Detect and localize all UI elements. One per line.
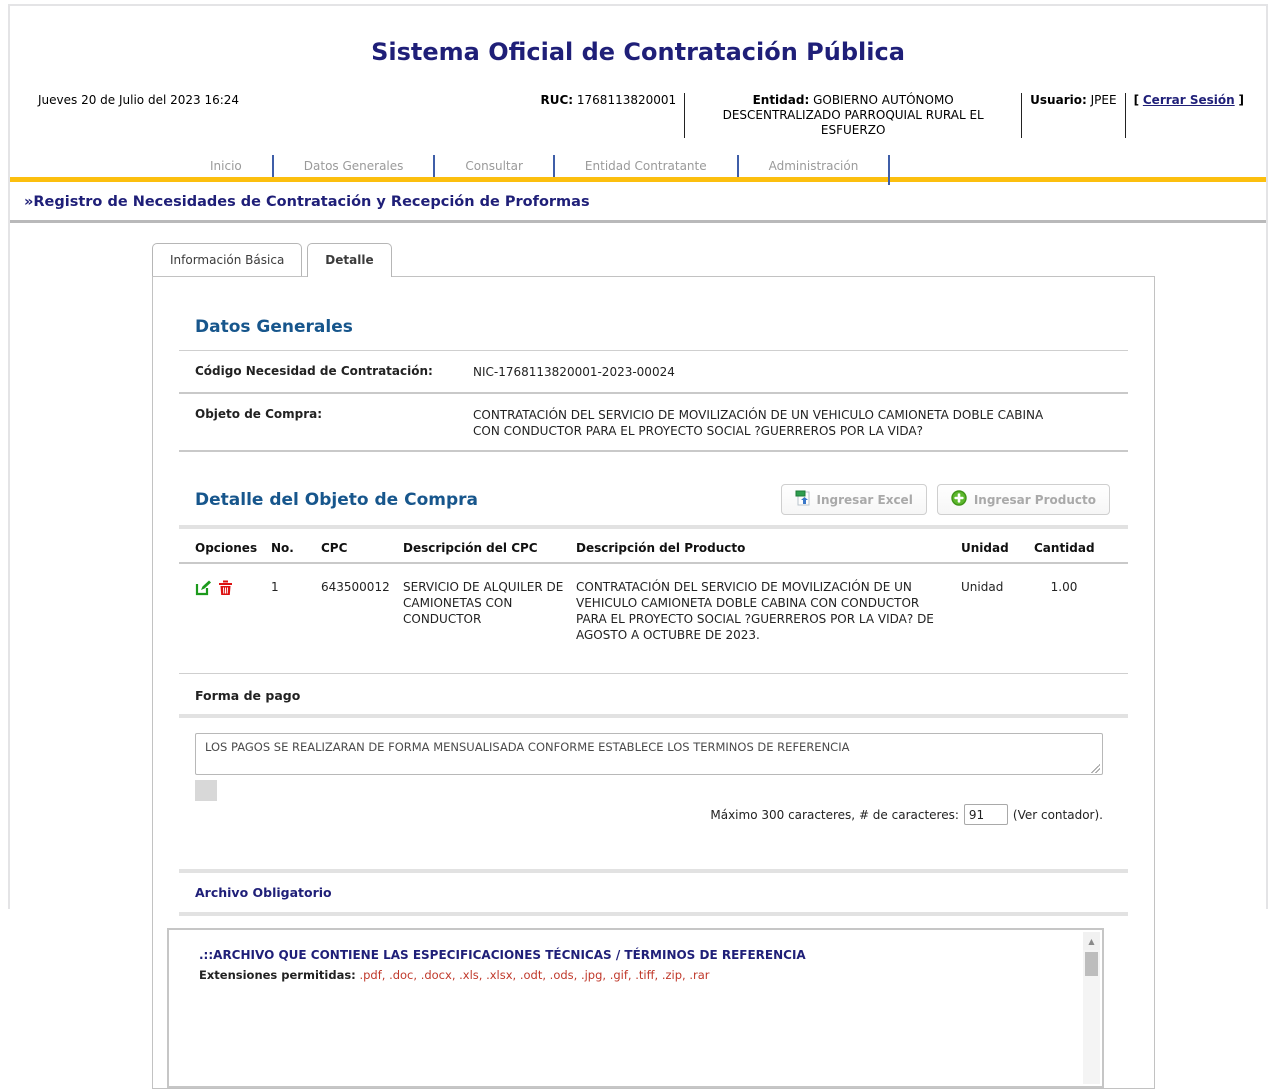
archivo-file-header: .::ARCHIVO QUE CONTIENE LAS ESPECIFICACIONES TÉCNICAS / TÉRMINOS DE REFERENCIA	[199, 948, 1062, 962]
edit-row-icon[interactable]	[195, 579, 212, 600]
page-frame	[8, 4, 1268, 909]
char-counter-row	[195, 804, 1103, 825]
scroll-up-icon[interactable]: ▲	[1083, 932, 1100, 950]
logout-link[interactable]: Cerrar Sesión	[1143, 93, 1235, 107]
objeto-label: Objeto de Compra:	[195, 407, 473, 439]
divider	[684, 93, 685, 138]
ingresar-producto-label: Ingresar Producto	[974, 493, 1096, 507]
col-header-opciones: Opciones	[195, 529, 271, 562]
extensions-label: Extensiones permitidas:	[199, 968, 356, 982]
extensions-line	[199, 968, 1062, 982]
table-row	[195, 564, 1112, 673]
session-details	[540, 92, 1244, 138]
user-label: Usuario:	[1030, 93, 1087, 107]
section-title-detalle-objeto: Detalle del Objeto de Compra	[195, 490, 478, 510]
ruc-label: RUC:	[540, 93, 573, 107]
user-info	[1030, 92, 1116, 108]
col-header-desc-cpc: Descripción del CPC	[403, 529, 576, 562]
row-cpc-desc: SERVICIO DE ALQUILER DE CAMIONETAS CON CONDUCTOR	[403, 564, 576, 673]
divider	[179, 714, 1128, 718]
green-plus-icon	[951, 490, 967, 509]
detalle-objeto-header	[195, 484, 1112, 515]
archivo-scrollbar[interactable]	[1083, 932, 1100, 1084]
codigo-label: Código Necesidad de Contratación:	[195, 364, 473, 380]
excel-import-icon	[795, 490, 810, 509]
char-counter-suffix: (Ver contador).	[1013, 808, 1103, 822]
entity-label: Entidad:	[753, 93, 810, 107]
ingresar-excel-label: Ingresar Excel	[817, 493, 913, 507]
resize-handle-icon[interactable]	[1091, 764, 1100, 773]
col-header-cpc: CPC	[321, 529, 403, 562]
col-header-cantidad: Cantidad	[1034, 529, 1124, 562]
col-header-no: No.	[271, 529, 321, 562]
section-title-datos-generales: Datos Generales	[195, 317, 1112, 337]
divider	[179, 912, 1128, 916]
row-unidad: Unidad	[961, 564, 1034, 673]
delete-row-icon[interactable]	[218, 579, 233, 600]
forma-pago-field-wrap	[195, 733, 1103, 779]
nav-item-administracion[interactable]: Administración	[739, 159, 889, 173]
archivo-obligatorio-title: Archivo Obligatorio	[195, 873, 1112, 912]
app-title: Sistema Oficial de Contratación Pública	[10, 38, 1266, 66]
ruc-value: 1768113820001	[577, 93, 676, 107]
codigo-row	[195, 351, 1112, 392]
char-counter-input[interactable]	[964, 804, 1008, 825]
tab-strip	[152, 243, 1266, 276]
current-datetime: Jueves 20 de Julio del 2023 16:24	[38, 92, 239, 108]
row-cpc: 643500012	[321, 564, 403, 673]
objeto-row	[195, 394, 1112, 450]
char-counter-label: Máximo 300 caracteres, # de caracteres:	[710, 808, 959, 822]
nav-item-entidad-contratante[interactable]: Entidad Contratante	[555, 159, 737, 173]
forma-pago-textarea[interactable]	[195, 733, 1103, 775]
nav-item-datos-generales[interactable]: Datos Generales	[274, 159, 434, 173]
objeto-value: CONTRATACIÓN DEL SERVICIO DE MOVILIZACIÓN DE UN VEHICULO CAMIONETA DOBLE CABINA CON CONDUCTOR PARA EL PROYECTO SOCIAL ?GUERREROS POR LA VIDA?	[473, 407, 1058, 439]
tab-informacion-basica[interactable]: Información Básica	[152, 243, 302, 276]
row-cantidad: 1.00	[1034, 564, 1124, 673]
ingresar-producto-button[interactable]	[937, 484, 1110, 515]
productos-table	[195, 529, 1112, 562]
detalle-buttons	[781, 484, 1110, 515]
entity-info	[693, 92, 1013, 138]
nav-divider	[888, 155, 890, 185]
col-header-unidad: Unidad	[961, 529, 1034, 562]
ingresar-excel-button[interactable]	[781, 484, 927, 515]
extensions-value: .pdf, .doc, .docx, .xls, .xlsx, .odt, .ods, .jpg, .gif, .tiff, .zip, .rar	[359, 968, 709, 982]
forma-pago-title: Forma de pago	[195, 674, 1112, 714]
page-title: »Registro de Necesidades de Contratación y Recepción de Proformas	[24, 194, 1266, 210]
session-info-bar	[38, 92, 1244, 138]
bracket-open: [	[1134, 93, 1139, 107]
row-options	[195, 564, 271, 673]
scrollbar-thumb[interactable]	[1085, 952, 1098, 976]
accent-bar	[10, 177, 1266, 182]
archivo-box	[167, 928, 1104, 1088]
row-producto-desc: CONTRATACIÓN DEL SERVICIO DE MOVILIZACIÓN DE UN VEHICULO CAMIONETA DOBLE CABINA CON CONDUCTOR PARA EL PROYECTO SOCIAL ?GUERREROS POR LA VIDA? DE AGOSTO A OCTUBRE DE 2023.	[576, 564, 961, 673]
logout-wrap	[1134, 92, 1244, 108]
bracket-close: ]	[1239, 93, 1244, 107]
row-no: 1	[271, 564, 321, 673]
counter-box	[195, 780, 217, 801]
divider	[179, 450, 1128, 452]
divider	[1021, 93, 1022, 138]
divider	[1125, 93, 1126, 138]
nav-item-inicio[interactable]: Inicio	[180, 159, 272, 173]
codigo-value: NIC-1768113820001-2023-00024	[473, 364, 1058, 380]
nav-item-consultar[interactable]: Consultar	[435, 159, 553, 173]
entity-value: GOBIERNO AUTÓNOMO DESCENTRALIZADO PARROQUIAL RURAL EL ESFUERZO	[723, 93, 984, 137]
tab-content-panel	[152, 276, 1155, 1089]
divider	[10, 220, 1266, 223]
ruc-info	[540, 92, 676, 108]
col-header-desc-producto: Descripción del Producto	[576, 529, 961, 562]
main-nav	[10, 154, 1266, 177]
user-value: JPEE	[1091, 93, 1117, 107]
tab-detalle[interactable]: Detalle	[307, 243, 391, 277]
